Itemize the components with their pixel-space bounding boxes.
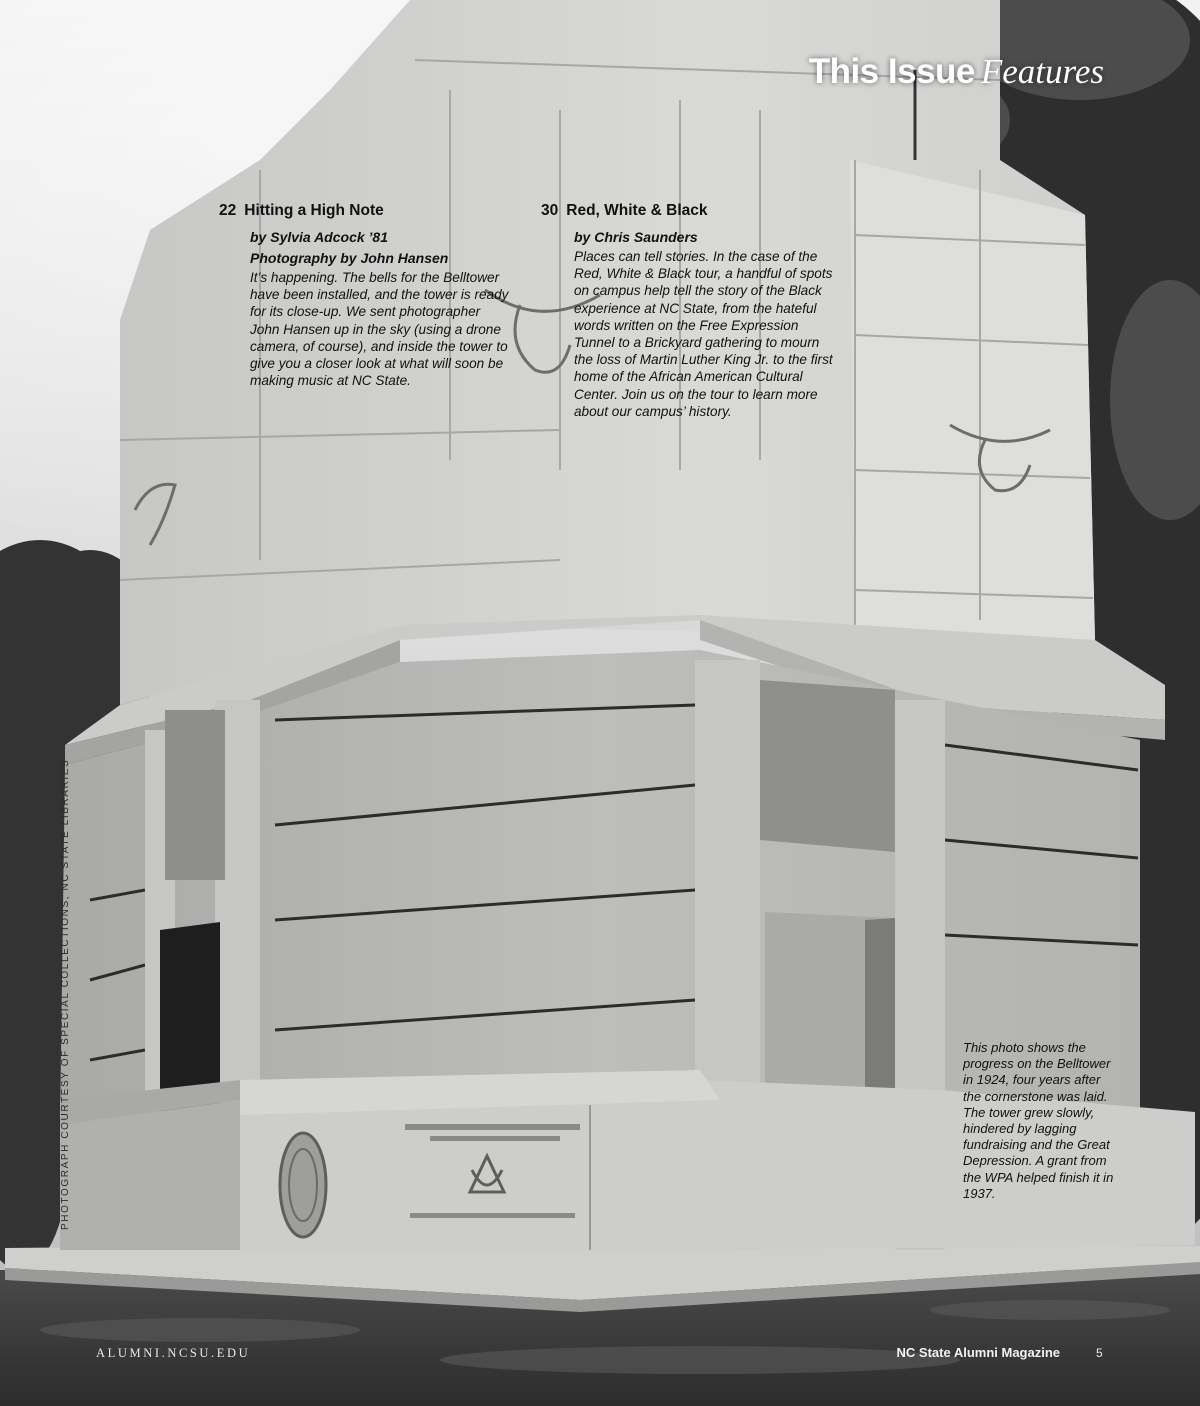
- feature-heading: [541, 202, 841, 220]
- photo-caption: This photo shows the progress on the Belltower in 1924, four years after the cornerstone was laid. The tower grew slowly, hindered by lagging fundraising and the Great Depression. A grant from the WPA helped finish it in 1937.: [963, 1040, 1114, 1201]
- masthead-italic: Features: [980, 52, 1104, 91]
- feature-byline: by Sylvia Adcock ’81: [250, 229, 388, 245]
- feature-heading: [219, 202, 509, 220]
- feature-description: Places can tell stories. In the case of the Red, White & Black tour, a handful of spots on campus help tell the story of the Black experience at NC State, from the hateful words written on the Free Expression Tunnel to a Brickyard gathering to mourn the loss of Martin Luther King Jr. to the first home of the African American Cultural Center. Join us on the tour to learn more about our campus’ history.: [574, 249, 833, 419]
- page-masthead: [809, 52, 1104, 92]
- feature-byline: by Chris Saunders: [574, 229, 698, 245]
- feature-title[interactable]: Red, White & Black: [566, 202, 708, 219]
- feature-description: It’s happening. The bells for the Belltower have been installed, and the tower is ready for its close-up. We sent photographer John Hansen up in the sky (using a drone camera, of course), and inside the tower to give you a closer look at what will soon be making music at NC State.: [250, 270, 509, 389]
- feature-title[interactable]: Hitting a High Note: [244, 202, 384, 219]
- photo-credit-vertical: PHOTOGRAPH COURTESY OF SPECIAL COLLECTIONS, NC STATE LIBRARIES: [60, 758, 71, 1230]
- feature-item-30[interactable]: [541, 202, 841, 420]
- footer-url[interactable]: ALUMNI.NCSU.EDU: [96, 1346, 251, 1360]
- footer-magazine-name: NC State Alumni Magazine: [896, 1345, 1060, 1360]
- feature-page-number: 30: [541, 202, 559, 219]
- feature-item-22[interactable]: [219, 202, 509, 389]
- masthead-bold: This Issue: [808, 52, 975, 91]
- footer-page-number: 5: [1096, 1346, 1103, 1360]
- feature-page-number: 22: [219, 202, 237, 219]
- feature-photo-credit: Photography by John Hansen: [250, 250, 449, 266]
- seal-medallion: [280, 1133, 326, 1237]
